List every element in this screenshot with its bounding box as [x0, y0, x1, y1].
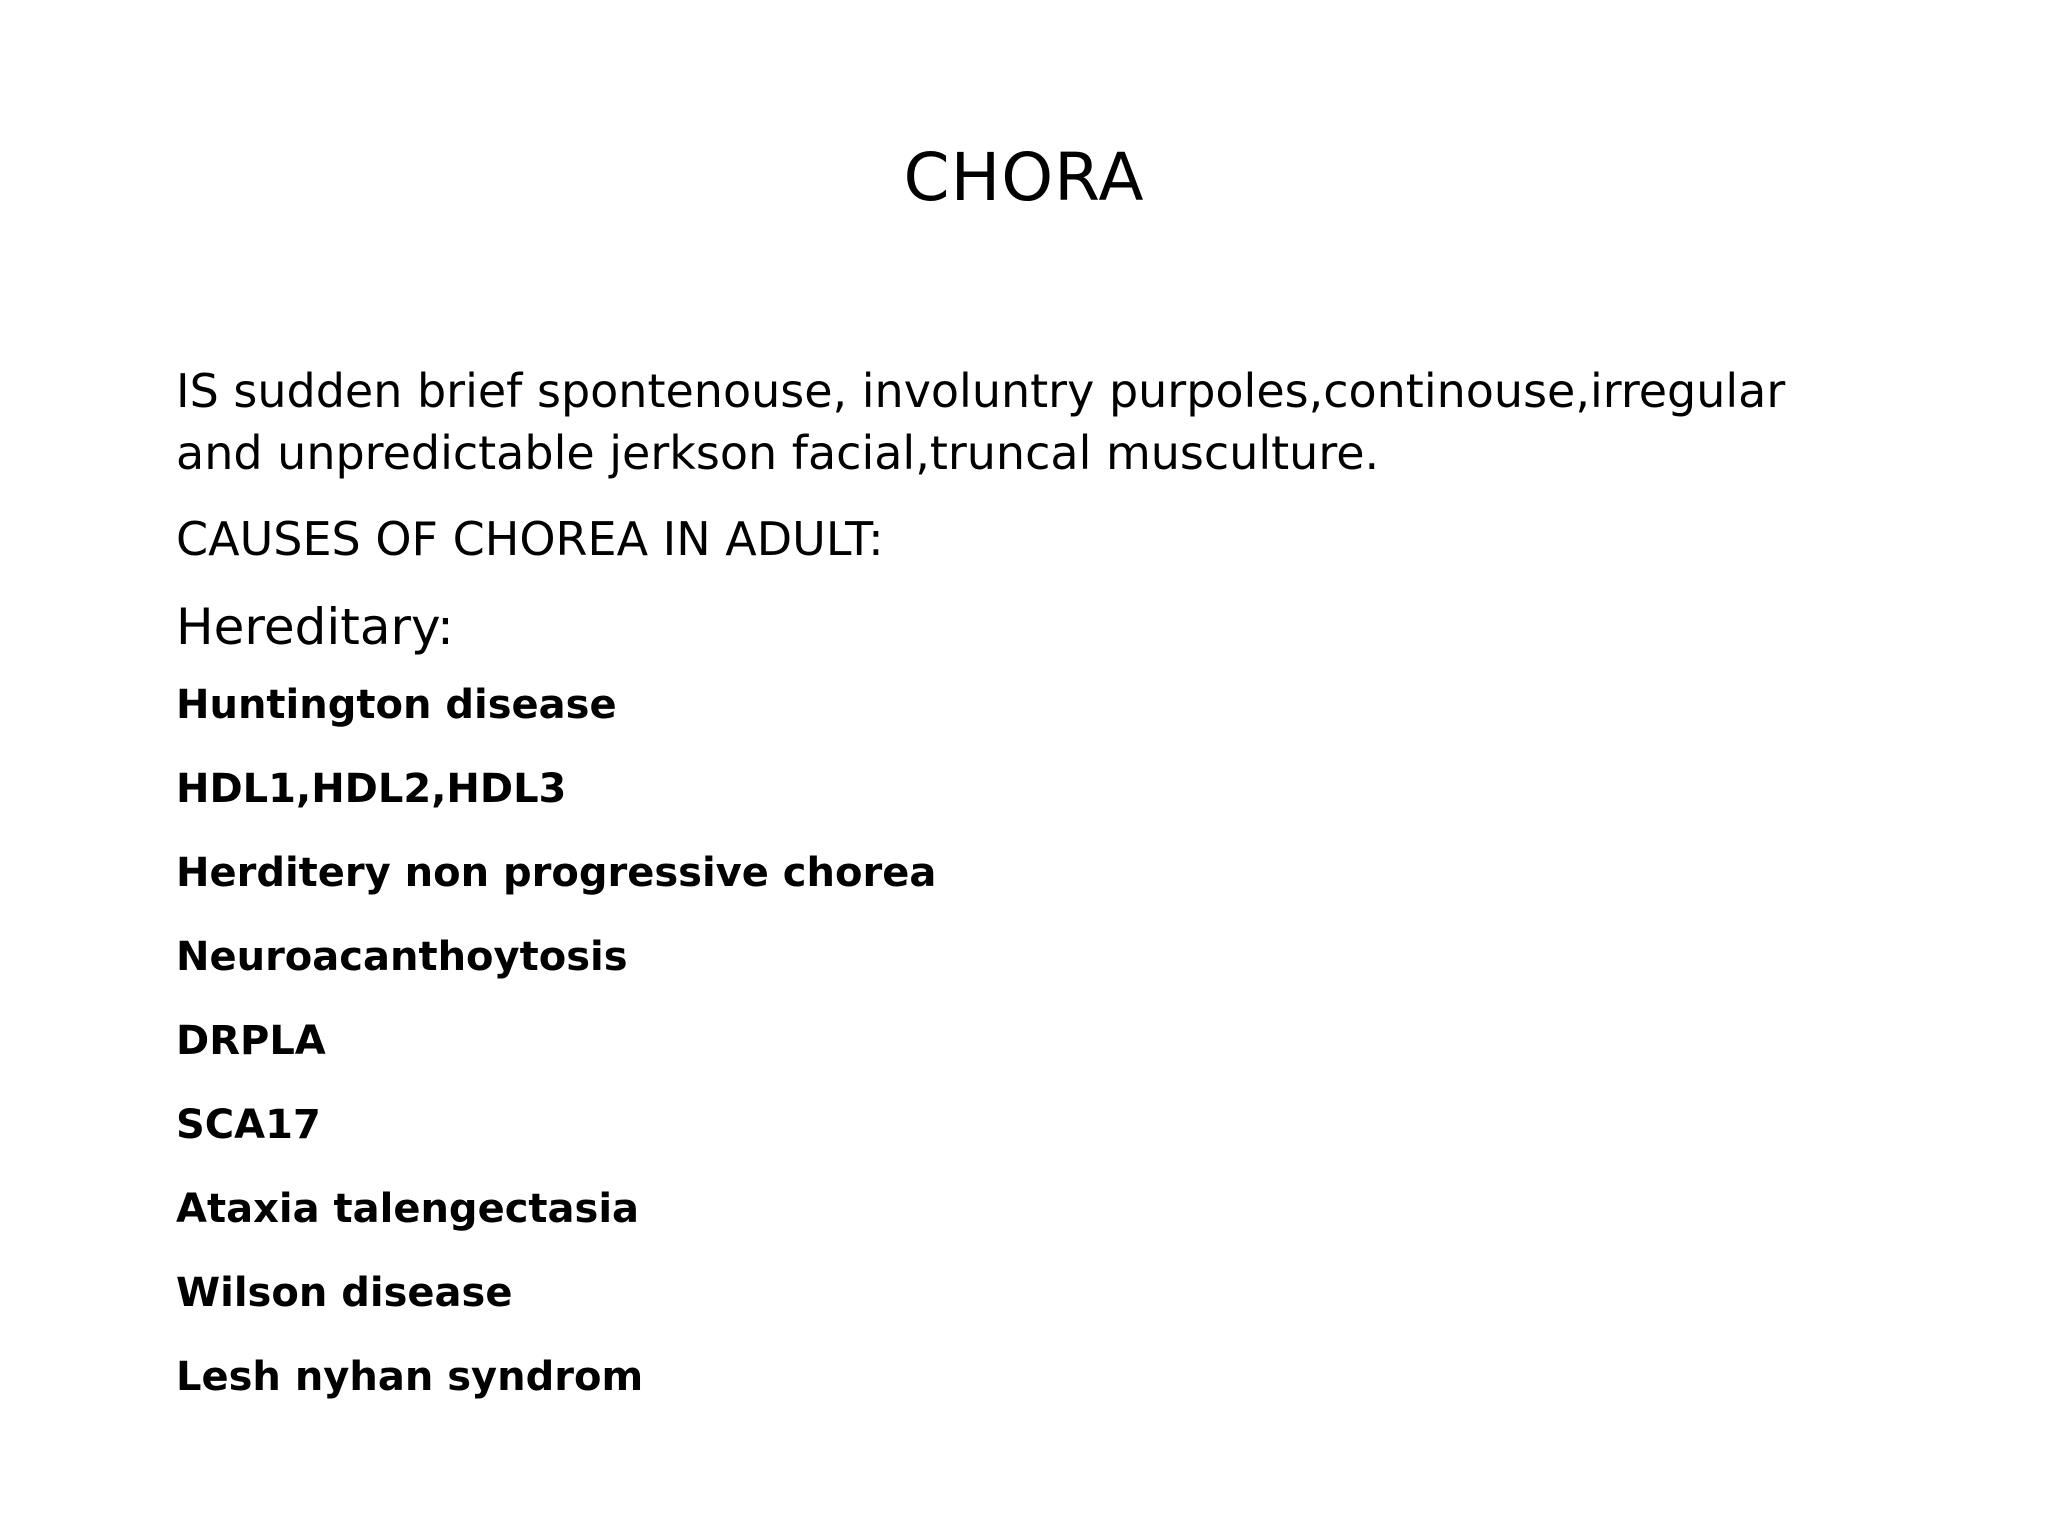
cause-item-hdl: HDL1,HDL2,HDL3	[176, 766, 567, 812]
hereditary-heading: Hereditary:	[176, 598, 454, 656]
hereditary-causes-list	[176, 680, 1876, 1436]
cause-item-lesh-nyhan: Lesh nyhan syndrom	[176, 1354, 644, 1400]
cause-item-neuroacanthoytosis: Neuroacanthoytosis	[176, 934, 628, 980]
definition-line: and unpredictable jerkson facial,truncal musculture.	[176, 426, 1380, 480]
slide-body	[176, 360, 1876, 1436]
definition-paragraph	[176, 360, 1876, 484]
cause-item-sca17: SCA17	[176, 1102, 321, 1148]
definition-line: IS sudden brief spontenouse, involuntry purpoles,continouse,irregular	[176, 364, 1786, 418]
cause-item-wilson: Wilson disease	[176, 1270, 513, 1316]
cause-item-drpla: DRPLA	[176, 1018, 326, 1064]
slide-title: CHORA	[903, 139, 1145, 216]
cause-item-herditery-chorea: Herditery non progressive chorea	[176, 850, 937, 896]
cause-item-ataxia: Ataxia talengectasia	[176, 1186, 640, 1232]
causes-heading: CAUSES OF CHOREA IN ADULT:	[176, 512, 884, 566]
cause-item-huntington: Huntington disease	[176, 682, 617, 728]
